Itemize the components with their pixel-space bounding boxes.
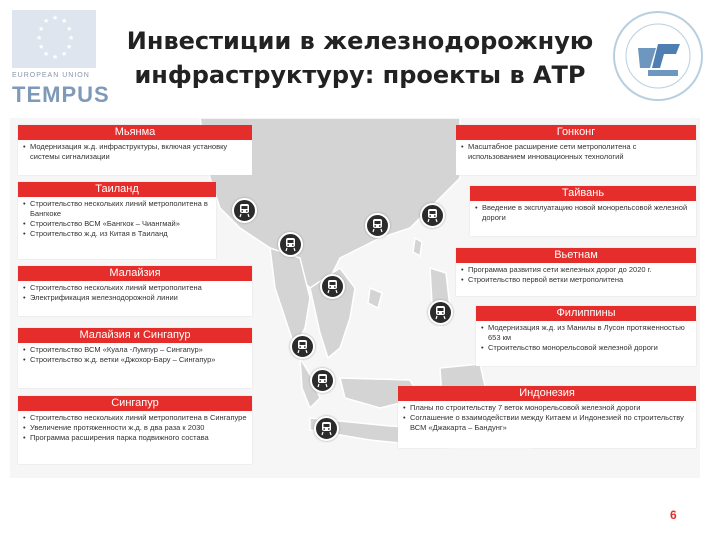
university-seal-logo <box>610 8 706 104</box>
svg-text:★: ★ <box>43 50 50 58</box>
svg-text:★: ★ <box>43 17 50 25</box>
eu-flag-icon <box>12 10 96 68</box>
svg-text:★: ★ <box>38 25 45 33</box>
card-hongkong <box>456 125 696 175</box>
card-body-malaysia-singapore <box>18 343 252 367</box>
card-malaysia-singapore <box>18 328 252 388</box>
card-body-thailand <box>18 197 216 241</box>
card-body-philippines <box>476 321 696 355</box>
title-line-2: инфраструктуру: проекты в АТР <box>134 61 586 89</box>
card-header-malaysia-singapore: Малайзия и Сингапур <box>18 328 252 343</box>
card-header-singapore: Сингапур <box>18 396 252 411</box>
card-header-philippines: Филиппины <box>476 306 696 321</box>
card-header-taiwan: Тайвань <box>470 186 696 201</box>
train-icon <box>290 334 315 359</box>
train-icon <box>365 213 390 238</box>
train-icon <box>428 300 453 325</box>
card-indonesia <box>398 386 696 448</box>
svg-text:★: ★ <box>66 43 73 51</box>
svg-text:★: ★ <box>38 43 45 51</box>
card-header-indonesia: Индонезия <box>398 386 696 401</box>
card-thailand <box>18 182 216 259</box>
card-bullet: • Строительство ж.д. из Китая в Таиланд <box>22 229 212 239</box>
card-singapore <box>18 396 252 464</box>
card-bullet: • Строительство первой ветки метрополитена <box>460 275 692 285</box>
train-icon <box>278 232 303 257</box>
train-icon <box>232 198 257 223</box>
page-title <box>110 24 610 92</box>
card-bullet: • Строительство монорельсовой железной дороги <box>480 343 692 353</box>
svg-text:★: ★ <box>36 34 43 42</box>
train-icon <box>420 203 445 228</box>
card-header-vietnam: Вьетнам <box>456 248 696 263</box>
tempus-wordmark: TEMPUS <box>12 82 110 107</box>
card-bullet: • Строительство нескольких линий метрополитена в Бангкоке <box>22 199 212 219</box>
train-icon <box>320 274 345 299</box>
tempus-logo <box>8 6 110 108</box>
card-bullet: • Строительство нескольких линий метрополитена <box>22 283 248 293</box>
card-body-myanmar <box>18 140 252 164</box>
svg-text:★: ★ <box>66 25 73 33</box>
card-bullet: • Модернизация ж.д. инфраструктуры, включая установку системы сигнализации <box>22 142 248 162</box>
card-bullet: • Программа развития сети железных дорог до 2020 г. <box>460 265 692 275</box>
card-malaysia <box>18 266 252 316</box>
card-body-singapore <box>18 411 252 445</box>
tempus-caption: EUROPEAN UNION <box>12 72 90 79</box>
card-header-thailand: Таиланд <box>18 182 216 197</box>
card-taiwan <box>470 186 696 236</box>
card-philippines <box>476 306 696 366</box>
card-bullet: • Модернизация ж.д. из Манилы в Лусон протяженностью 653 км <box>480 323 692 343</box>
card-bullet: • Планы по строительству 7 веток монорельсовой железной дороги <box>402 403 692 413</box>
svg-text:★: ★ <box>61 17 68 25</box>
card-header-hongkong: Гонконг <box>456 125 696 140</box>
card-bullet: • Строительство ВСМ «Бангкок – Чиангмай» <box>22 219 212 229</box>
train-icon <box>310 368 335 393</box>
title-line-1: Инвестиции в железнодорожную <box>126 27 594 55</box>
svg-text:★: ★ <box>68 34 75 42</box>
page-number: 6 <box>670 508 677 522</box>
card-vietnam <box>456 248 696 296</box>
card-body-vietnam <box>456 263 696 287</box>
card-bullet: • Строительство нескольких линий метрополитена в Сингапуре <box>22 413 248 423</box>
card-bullet: • Программа расширения парка подвижного состава <box>22 433 248 443</box>
card-bullet: • Масштабное расширение сети метрополитена с использованием инновационных технологий <box>460 142 692 162</box>
card-bullet: • Увеличение протяженности ж.д. в два раза к 2030 <box>22 423 248 433</box>
card-body-malaysia <box>18 281 252 305</box>
card-body-hongkong <box>456 140 696 164</box>
card-header-malaysia: Малайзия <box>18 266 252 281</box>
card-bullet: • Соглашение о взаимодействии между Китаем и Индонезией по строительству ВСМ «Джакарта – Бандунг» <box>402 413 692 433</box>
card-bullet: • Введение в эксплуатацию новой монорельсовой железной дороги <box>474 203 692 223</box>
svg-text:★: ★ <box>52 53 59 61</box>
card-myanmar <box>18 125 252 175</box>
train-icon <box>314 416 339 441</box>
card-header-myanmar: Мьянма <box>18 125 252 140</box>
card-bullet: • Строительство ВСМ «Куала -Лумпур – Сингапур» <box>22 345 248 355</box>
svg-text:★: ★ <box>52 14 59 22</box>
card-body-taiwan <box>470 201 696 225</box>
card-bullet: • Электрификация железнодорожной линии <box>22 293 248 303</box>
card-body-indonesia <box>398 401 696 435</box>
card-bullet: • Строительство ж.д. ветки «Джохор-Бару – Сингапур» <box>22 355 248 365</box>
svg-text:★: ★ <box>61 50 68 58</box>
